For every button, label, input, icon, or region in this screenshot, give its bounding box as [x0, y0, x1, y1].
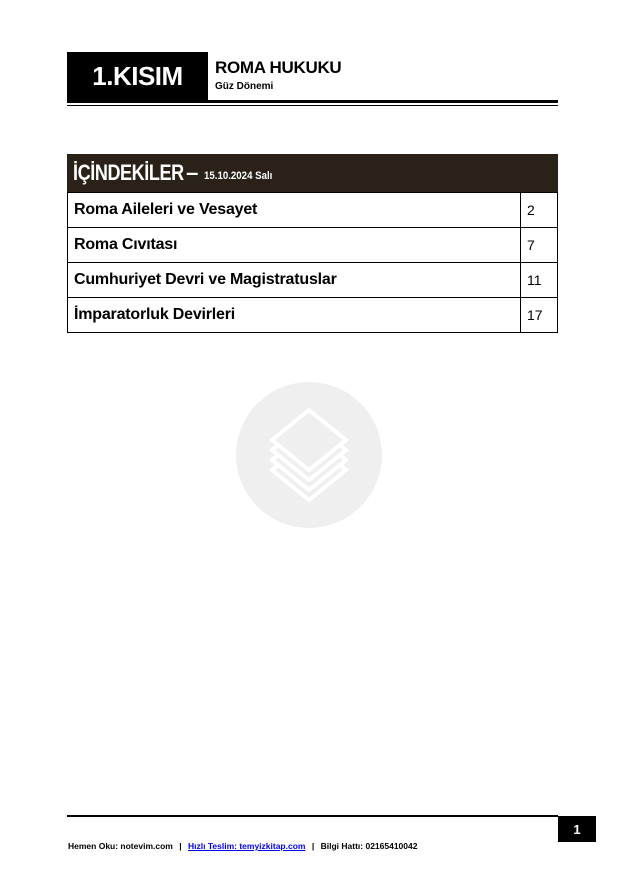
toc-entry-title[interactable]: İmparatorluk Devirleri	[68, 298, 521, 333]
toc-date: 15.10.2024 Salı	[204, 169, 273, 182]
toc-entry-title[interactable]: Roma Aileleri ve Vesayet	[68, 193, 521, 228]
table-of-contents	[67, 154, 558, 333]
document-subtitle: Güz Dönemi	[215, 81, 274, 92]
document-title: ROMA HUKUKU	[215, 58, 342, 77]
toc-entry-page: 2	[521, 193, 558, 228]
footer-text	[68, 841, 417, 851]
header-rule-thin	[67, 105, 558, 106]
footer-delivery-link[interactable]: Hızlı Teslim: temyizkitap.com	[188, 841, 306, 851]
header-rule-thick	[67, 100, 558, 103]
stacked-pages-icon	[236, 382, 382, 528]
section-badge: 1.KISIM	[67, 52, 208, 100]
toc-row[interactable]	[68, 228, 558, 263]
toc-entry-title[interactable]: Cumhuriyet Devri ve Magistratuslar	[68, 263, 521, 298]
footer-read: Hemen Oku: notevim.com	[68, 841, 173, 851]
footer-separator: |	[179, 841, 182, 851]
page-number: 1	[558, 816, 596, 842]
toc-entry-page: 11	[521, 263, 558, 298]
footer-separator: |	[311, 841, 315, 851]
watermark-logo	[236, 382, 382, 528]
toc-dash: –	[186, 160, 199, 185]
toc-row[interactable]	[68, 263, 558, 298]
toc-row[interactable]	[68, 298, 558, 333]
toc-entry-page: 7	[521, 228, 558, 263]
footer-hotline: Bilgi Hattı: 02165410042	[320, 841, 418, 851]
toc-table	[67, 192, 558, 333]
toc-row[interactable]	[68, 193, 558, 228]
toc-entry-page: 17	[521, 298, 558, 333]
toc-entry-title[interactable]: Roma Cıvıtası	[68, 228, 521, 263]
toc-header	[67, 154, 558, 192]
toc-heading: İÇİNDEKİLER	[73, 160, 184, 185]
footer-rule	[67, 815, 558, 817]
